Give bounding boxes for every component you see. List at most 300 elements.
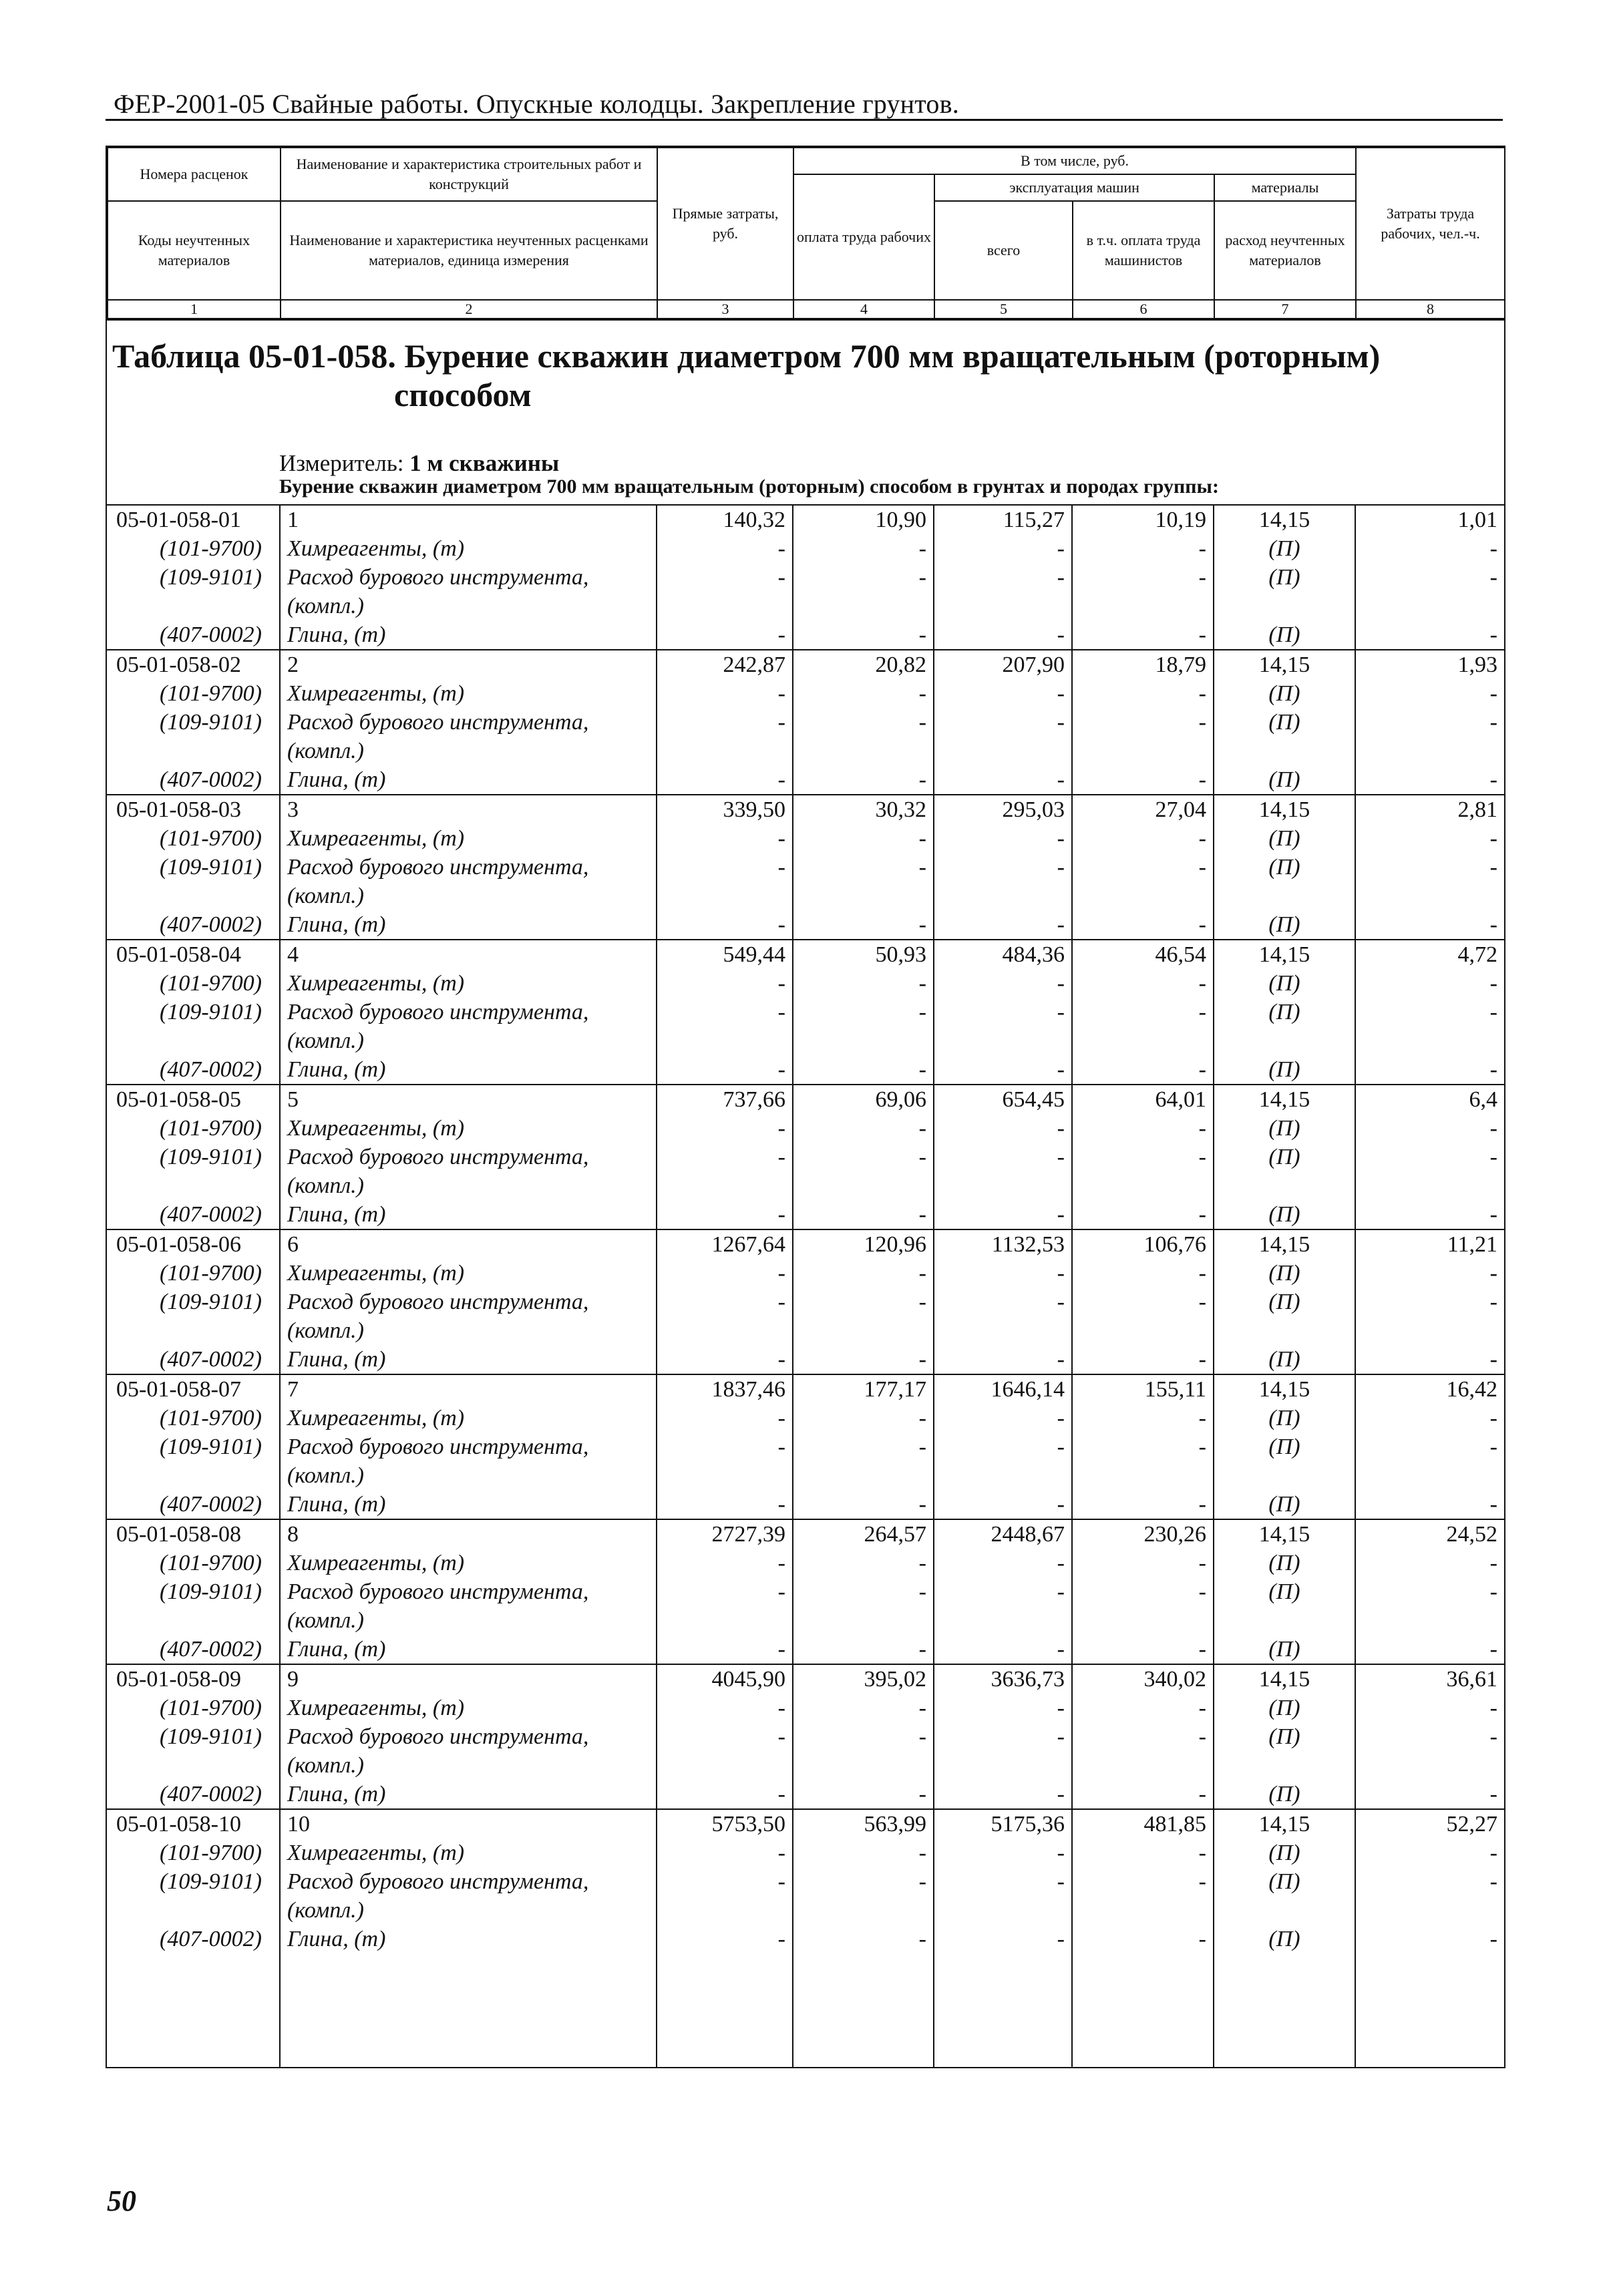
table-cell: - bbox=[1072, 1288, 1214, 1316]
table-cell: - bbox=[657, 679, 793, 708]
table-cell: - bbox=[934, 534, 1072, 563]
table-cell bbox=[934, 592, 1072, 620]
material-row bbox=[107, 1288, 1504, 1316]
table-cell: - bbox=[1355, 1490, 1504, 1519]
material-row bbox=[107, 1635, 1504, 1664]
table-cell: - bbox=[934, 1577, 1072, 1606]
table-cell: - bbox=[1072, 708, 1214, 737]
table-cell bbox=[1355, 1751, 1504, 1780]
material-row bbox=[107, 708, 1504, 737]
table-cell: - bbox=[934, 853, 1072, 882]
material-code: (407-0002) bbox=[160, 1057, 262, 1082]
material-name: Химреагенты, (т) bbox=[280, 824, 657, 853]
table-cell bbox=[934, 1461, 1072, 1490]
material-row-continuation bbox=[107, 592, 1504, 620]
table-cell bbox=[1072, 1316, 1214, 1345]
table-cell bbox=[657, 1316, 793, 1345]
table-cell bbox=[657, 1171, 793, 1200]
table-cell bbox=[657, 1751, 793, 1780]
soil-group: 4 bbox=[280, 940, 657, 969]
table-cell bbox=[657, 1953, 793, 2067]
table-cell: (П) bbox=[1214, 620, 1355, 650]
table-cell: - bbox=[657, 1055, 793, 1085]
table-cell: (П) bbox=[1214, 824, 1355, 853]
table-cell bbox=[793, 1896, 934, 1925]
table-cell: - bbox=[934, 1114, 1072, 1143]
material-row bbox=[107, 1200, 1504, 1229]
col-number: 3 bbox=[657, 300, 793, 319]
worker-pay: 264,57 bbox=[793, 1519, 934, 1549]
table-cell: - bbox=[934, 910, 1072, 940]
material-name: Глина, (т) bbox=[280, 1345, 657, 1374]
table-cell: - bbox=[793, 1345, 934, 1374]
table-cell: (П) bbox=[1214, 1288, 1355, 1316]
material-code: (101-9700) bbox=[160, 536, 262, 561]
table-cell: - bbox=[657, 1345, 793, 1374]
table-cell: - bbox=[657, 534, 793, 563]
table-cell: (П) bbox=[1214, 1694, 1355, 1722]
table-cell: - bbox=[793, 620, 934, 650]
table-cell: - bbox=[934, 765, 1072, 795]
operator-pay: 230,26 bbox=[1072, 1519, 1214, 1549]
table-cell: - bbox=[1355, 1259, 1504, 1288]
table-cell: - bbox=[793, 1114, 934, 1143]
table-cell: - bbox=[934, 1780, 1072, 1809]
table-cell bbox=[657, 592, 793, 620]
col-direct-costs-header: Прямые затраты, руб. bbox=[657, 148, 793, 300]
table-cell: - bbox=[1355, 1055, 1504, 1085]
material-code: (109-9101) bbox=[160, 1869, 262, 1894]
machine-total: 2448,67 bbox=[934, 1519, 1072, 1549]
table-cell bbox=[1214, 1751, 1355, 1780]
labor-hours: 6,4 bbox=[1355, 1085, 1504, 1114]
operator-pay: 27,04 bbox=[1072, 795, 1214, 824]
table-cell: - bbox=[1072, 853, 1214, 882]
table-row bbox=[107, 505, 1504, 534]
material-code: (407-0002) bbox=[160, 1782, 262, 1806]
material-name-continuation: (компл.) bbox=[280, 1461, 657, 1490]
material-code: (101-9700) bbox=[160, 1406, 262, 1430]
material-row bbox=[107, 1114, 1504, 1143]
col-materials-use-header: расход неучтенных материалов bbox=[1214, 201, 1356, 300]
col-number: 5 bbox=[934, 300, 1073, 319]
material-name: Химреагенты, (т) bbox=[280, 1839, 657, 1867]
col-number: 8 bbox=[1356, 300, 1505, 319]
soil-group: 3 bbox=[280, 795, 657, 824]
table-cell: - bbox=[657, 1114, 793, 1143]
unit-of-measure bbox=[279, 450, 559, 477]
table-cell: - bbox=[793, 1577, 934, 1606]
table-cell bbox=[793, 1953, 934, 2067]
table-cell: - bbox=[934, 1694, 1072, 1722]
material-name: Химреагенты, (т) bbox=[280, 969, 657, 998]
table-cell: - bbox=[934, 1549, 1072, 1577]
table-cell: - bbox=[657, 910, 793, 940]
table-cell bbox=[107, 592, 280, 620]
running-title: ФЕР-2001-05 Свайные работы. Опускные колодцы. Закрепление грунтов. bbox=[114, 89, 959, 119]
materials-cost: 14,15 bbox=[1214, 650, 1355, 679]
material-code: (101-9700) bbox=[160, 826, 262, 851]
table-cell bbox=[793, 1316, 934, 1345]
material-code: (101-9700) bbox=[160, 971, 262, 996]
table-cell bbox=[1355, 1026, 1504, 1055]
material-name: Расход бурового инструмента, bbox=[280, 1722, 657, 1751]
col-number: 6 bbox=[1073, 300, 1214, 319]
table-cell bbox=[107, 1026, 280, 1055]
table-cell: - bbox=[1072, 1055, 1214, 1085]
material-code: (109-9101) bbox=[160, 1145, 262, 1169]
operator-pay: 481,85 bbox=[1072, 1809, 1214, 1839]
direct-costs: 4045,90 bbox=[657, 1664, 793, 1694]
material-row bbox=[107, 1490, 1504, 1519]
table-cell: - bbox=[1355, 824, 1504, 853]
table-cell bbox=[934, 1171, 1072, 1200]
material-code: (101-9700) bbox=[160, 1551, 262, 1575]
material-name: Расход бурового инструмента, bbox=[280, 1867, 657, 1896]
worker-pay: 563,99 bbox=[793, 1809, 934, 1839]
table-cell: - bbox=[934, 1839, 1072, 1867]
operator-pay: 18,79 bbox=[1072, 650, 1214, 679]
table-cell: - bbox=[934, 1490, 1072, 1519]
table-row bbox=[107, 1809, 1504, 1839]
table-cell: - bbox=[1355, 620, 1504, 650]
table-cell: - bbox=[934, 1200, 1072, 1229]
table-cell bbox=[1072, 1606, 1214, 1635]
table-cell bbox=[934, 737, 1072, 765]
table-cell bbox=[1214, 737, 1355, 765]
table-cell: - bbox=[793, 1288, 934, 1316]
table-cell: - bbox=[793, 910, 934, 940]
machines-header: эксплуатация машин bbox=[934, 174, 1214, 201]
table-cell: - bbox=[657, 853, 793, 882]
col-number: 2 bbox=[281, 300, 657, 319]
materials-cost: 14,15 bbox=[1214, 1664, 1355, 1694]
material-name: Химреагенты, (т) bbox=[280, 679, 657, 708]
table-cell bbox=[1355, 1316, 1504, 1345]
table-cell: - bbox=[793, 1432, 934, 1461]
col-worker-pay-header: оплата труда рабочих bbox=[793, 174, 934, 300]
table-cell: (П) bbox=[1214, 1114, 1355, 1143]
material-code: (407-0002) bbox=[160, 1202, 262, 1227]
material-name: Глина, (т) bbox=[280, 1925, 657, 1953]
table-cell bbox=[107, 1171, 280, 1200]
material-row bbox=[107, 1867, 1504, 1896]
material-name: Химреагенты, (т) bbox=[280, 534, 657, 563]
labor-hours: 52,27 bbox=[1355, 1809, 1504, 1839]
table-cell: - bbox=[934, 620, 1072, 650]
material-code: (109-9101) bbox=[160, 855, 262, 880]
col-rate-numbers-header: Номера расценок bbox=[108, 148, 281, 201]
material-name: Глина, (т) bbox=[280, 910, 657, 940]
table-cell: - bbox=[1355, 1577, 1504, 1606]
material-name-continuation: (компл.) bbox=[280, 1751, 657, 1780]
material-name: Расход бурового инструмента, bbox=[280, 1288, 657, 1316]
material-row bbox=[107, 1432, 1504, 1461]
table-cell: - bbox=[793, 824, 934, 853]
table-cell: - bbox=[793, 1722, 934, 1751]
material-row bbox=[107, 1259, 1504, 1288]
table-cell: - bbox=[793, 1055, 934, 1085]
material-row bbox=[107, 679, 1504, 708]
rate-code: 05-01-058-03 bbox=[107, 795, 280, 824]
table-header bbox=[107, 147, 1505, 319]
table-row bbox=[107, 1374, 1504, 1404]
labor-hours: 16,42 bbox=[1355, 1374, 1504, 1404]
table-cell bbox=[793, 1026, 934, 1055]
table-cell: (П) bbox=[1214, 1404, 1355, 1432]
table-cell: - bbox=[1072, 1345, 1214, 1374]
table-cell bbox=[280, 1953, 657, 2067]
table-cell bbox=[1214, 1953, 1355, 2067]
table-cell: - bbox=[934, 1432, 1072, 1461]
table-cell: - bbox=[1072, 998, 1214, 1026]
table-cell: - bbox=[657, 1490, 793, 1519]
table-cell: (П) bbox=[1214, 679, 1355, 708]
table-row bbox=[107, 650, 1504, 679]
material-row bbox=[107, 824, 1504, 853]
table-title-continuation: способом bbox=[394, 376, 532, 413]
table-cell: - bbox=[1072, 1490, 1214, 1519]
table-cell bbox=[1355, 1606, 1504, 1635]
table-cell: - bbox=[1355, 563, 1504, 592]
materials-cost: 14,15 bbox=[1214, 795, 1355, 824]
worker-pay: 69,06 bbox=[793, 1085, 934, 1114]
material-code: (101-9700) bbox=[160, 1696, 262, 1720]
table-cell: - bbox=[793, 853, 934, 882]
table-cell: - bbox=[1355, 1432, 1504, 1461]
table-cell: - bbox=[793, 1490, 934, 1519]
materials-header: материалы bbox=[1214, 174, 1356, 201]
material-row-continuation bbox=[107, 1896, 1504, 1925]
table-filler bbox=[107, 1953, 1504, 2067]
material-row bbox=[107, 1722, 1504, 1751]
worker-pay: 120,96 bbox=[793, 1229, 934, 1259]
material-name: Расход бурового инструмента, bbox=[280, 563, 657, 592]
table-cell: - bbox=[657, 1722, 793, 1751]
table-cell bbox=[657, 1461, 793, 1490]
table-cell: - bbox=[1355, 1288, 1504, 1316]
labor-hours: 24,52 bbox=[1355, 1519, 1504, 1549]
table-cell: - bbox=[1072, 563, 1214, 592]
table-cell: - bbox=[1355, 969, 1504, 998]
table-cell bbox=[107, 737, 280, 765]
col-machine-total-header: всего bbox=[934, 201, 1073, 300]
table-cell: - bbox=[1072, 1694, 1214, 1722]
table-cell: - bbox=[1072, 824, 1214, 853]
col-material-names-header: Наименование и характеристика неучтенных расценками материалов, единица измерения bbox=[281, 201, 657, 300]
table-cell: - bbox=[793, 1143, 934, 1171]
table-cell bbox=[1072, 882, 1214, 910]
material-name-continuation: (компл.) bbox=[280, 592, 657, 620]
table-cell bbox=[107, 882, 280, 910]
table-cell: - bbox=[657, 708, 793, 737]
table-cell bbox=[657, 1026, 793, 1055]
table-cell: (П) bbox=[1214, 1577, 1355, 1606]
table-row bbox=[107, 1664, 1504, 1694]
table-cell: - bbox=[934, 998, 1072, 1026]
page-number: 50 bbox=[107, 2184, 136, 2217]
materials-cost: 14,15 bbox=[1214, 1085, 1355, 1114]
table-cell: - bbox=[934, 708, 1072, 737]
material-name: Расход бурового инструмента, bbox=[280, 1432, 657, 1461]
table-cell: - bbox=[793, 765, 934, 795]
direct-costs: 2727,39 bbox=[657, 1519, 793, 1549]
material-row bbox=[107, 998, 1504, 1026]
meter-label: Измеритель: bbox=[279, 450, 404, 476]
table-cell: (П) bbox=[1214, 1143, 1355, 1171]
material-row bbox=[107, 910, 1504, 940]
table-cell: (П) bbox=[1214, 1635, 1355, 1664]
table-cell: - bbox=[657, 969, 793, 998]
table-cell: - bbox=[657, 998, 793, 1026]
table-cell bbox=[793, 1171, 934, 1200]
table-cell: - bbox=[1355, 534, 1504, 563]
material-row bbox=[107, 1549, 1504, 1577]
table-cell: - bbox=[657, 1577, 793, 1606]
table-cell: - bbox=[793, 1925, 934, 1953]
table-cell: (П) bbox=[1214, 1549, 1355, 1577]
soil-group: 9 bbox=[280, 1664, 657, 1694]
rate-code: 05-01-058-10 bbox=[107, 1809, 280, 1839]
material-name-continuation: (компл.) bbox=[280, 1171, 657, 1200]
soil-group: 2 bbox=[280, 650, 657, 679]
table-cell bbox=[1355, 592, 1504, 620]
operator-pay: 10,19 bbox=[1072, 505, 1214, 534]
material-code: (101-9700) bbox=[160, 681, 262, 706]
material-code: (407-0002) bbox=[160, 622, 262, 647]
rate-code: 05-01-058-04 bbox=[107, 940, 280, 969]
table-cell: - bbox=[657, 1404, 793, 1432]
table-cell bbox=[657, 882, 793, 910]
operator-pay: 340,02 bbox=[1072, 1664, 1214, 1694]
table-cell bbox=[657, 1606, 793, 1635]
direct-costs: 5753,50 bbox=[657, 1809, 793, 1839]
table-cell bbox=[1072, 737, 1214, 765]
material-row bbox=[107, 1694, 1504, 1722]
table-cell bbox=[1072, 592, 1214, 620]
table-cell: (П) bbox=[1214, 1839, 1355, 1867]
material-name-continuation: (компл.) bbox=[280, 1896, 657, 1925]
table-cell bbox=[1214, 882, 1355, 910]
table-cell: (П) bbox=[1214, 1925, 1355, 1953]
col-labor-hours-header: Затраты труда рабочих, чел.-ч. bbox=[1356, 148, 1505, 300]
operator-pay: 155,11 bbox=[1072, 1374, 1214, 1404]
table-cell: (П) bbox=[1214, 563, 1355, 592]
material-row bbox=[107, 563, 1504, 592]
rates-table bbox=[106, 146, 1505, 2068]
table-row bbox=[107, 1229, 1504, 1259]
machine-total: 115,27 bbox=[934, 505, 1072, 534]
table-cell bbox=[657, 1896, 793, 1925]
material-name: Глина, (т) bbox=[280, 620, 657, 650]
table-cell: - bbox=[1072, 534, 1214, 563]
table-row bbox=[107, 1085, 1504, 1114]
table-title: Таблица 05-01-058. Бурение скважин диаметром 700 мм вращательным (роторным) bbox=[112, 337, 1381, 375]
material-name-continuation: (компл.) bbox=[280, 882, 657, 910]
material-name: Глина, (т) bbox=[280, 1200, 657, 1229]
table-cell: - bbox=[657, 1200, 793, 1229]
table-row bbox=[107, 795, 1504, 824]
table-cell bbox=[1214, 1461, 1355, 1490]
table-cell: (П) bbox=[1214, 1780, 1355, 1809]
table-cell: - bbox=[1355, 1839, 1504, 1867]
material-row-continuation bbox=[107, 737, 1504, 765]
material-row bbox=[107, 1404, 1504, 1432]
material-code: (109-9101) bbox=[160, 1579, 262, 1604]
table-cell: - bbox=[1072, 1549, 1214, 1577]
material-name: Расход бурового инструмента, bbox=[280, 998, 657, 1026]
worker-pay: 395,02 bbox=[793, 1664, 934, 1694]
table-cell: - bbox=[1355, 1722, 1504, 1751]
rate-code: 05-01-058-02 bbox=[107, 650, 280, 679]
table-cell: (П) bbox=[1214, 765, 1355, 795]
col-number: 4 bbox=[793, 300, 934, 319]
table-cell: - bbox=[1072, 1839, 1214, 1867]
table-cell: - bbox=[793, 708, 934, 737]
table-cell: - bbox=[793, 1694, 934, 1722]
table-cell: - bbox=[1072, 765, 1214, 795]
material-code: (101-9700) bbox=[160, 1261, 262, 1286]
table-cell bbox=[934, 1606, 1072, 1635]
table-cell: - bbox=[934, 563, 1072, 592]
materials-cost: 14,15 bbox=[1214, 1374, 1355, 1404]
col-number: 7 bbox=[1214, 300, 1356, 319]
table-cell: - bbox=[1072, 1432, 1214, 1461]
table-cell: - bbox=[1072, 1114, 1214, 1143]
table-cell bbox=[1355, 1171, 1504, 1200]
table-cell: - bbox=[793, 1780, 934, 1809]
table-cell: - bbox=[1355, 765, 1504, 795]
table-cell bbox=[1355, 1953, 1504, 2067]
including-header: В том числе, руб. bbox=[793, 148, 1356, 174]
table-cell: - bbox=[934, 1635, 1072, 1664]
machine-total: 295,03 bbox=[934, 795, 1072, 824]
table-cell: - bbox=[1072, 679, 1214, 708]
table-cell: - bbox=[934, 1055, 1072, 1085]
table-cell bbox=[107, 1461, 280, 1490]
direct-costs: 549,44 bbox=[657, 940, 793, 969]
rate-code: 05-01-058-07 bbox=[107, 1374, 280, 1404]
header-rule bbox=[106, 119, 1503, 121]
material-name: Расход бурового инструмента, bbox=[280, 1143, 657, 1171]
direct-costs: 1837,46 bbox=[657, 1374, 793, 1404]
material-name-continuation: (компл.) bbox=[280, 1606, 657, 1635]
material-row-continuation bbox=[107, 1606, 1504, 1635]
direct-costs: 1267,64 bbox=[657, 1229, 793, 1259]
table-cell: - bbox=[934, 1722, 1072, 1751]
table-cell bbox=[1214, 1026, 1355, 1055]
material-name: Расход бурового инструмента, bbox=[280, 708, 657, 737]
table-cell: (П) bbox=[1214, 969, 1355, 998]
material-code: (109-9101) bbox=[160, 1290, 262, 1314]
material-name: Расход бурового инструмента, bbox=[280, 853, 657, 882]
machine-total: 5175,36 bbox=[934, 1809, 1072, 1839]
table-cell: - bbox=[1355, 1635, 1504, 1664]
table-cell bbox=[107, 1751, 280, 1780]
machine-total: 207,90 bbox=[934, 650, 1072, 679]
material-row-continuation bbox=[107, 1171, 1504, 1200]
direct-costs: 140,32 bbox=[657, 505, 793, 534]
material-name-continuation: (компл.) bbox=[280, 737, 657, 765]
table-cell: - bbox=[1072, 1404, 1214, 1432]
table-cell: - bbox=[1072, 969, 1214, 998]
material-name: Химреагенты, (т) bbox=[280, 1259, 657, 1288]
material-name: Химреагенты, (т) bbox=[280, 1404, 657, 1432]
material-name: Глина, (т) bbox=[280, 765, 657, 795]
table-cell: (П) bbox=[1214, 910, 1355, 940]
labor-hours: 2,81 bbox=[1355, 795, 1504, 824]
machine-total: 3636,73 bbox=[934, 1664, 1072, 1694]
